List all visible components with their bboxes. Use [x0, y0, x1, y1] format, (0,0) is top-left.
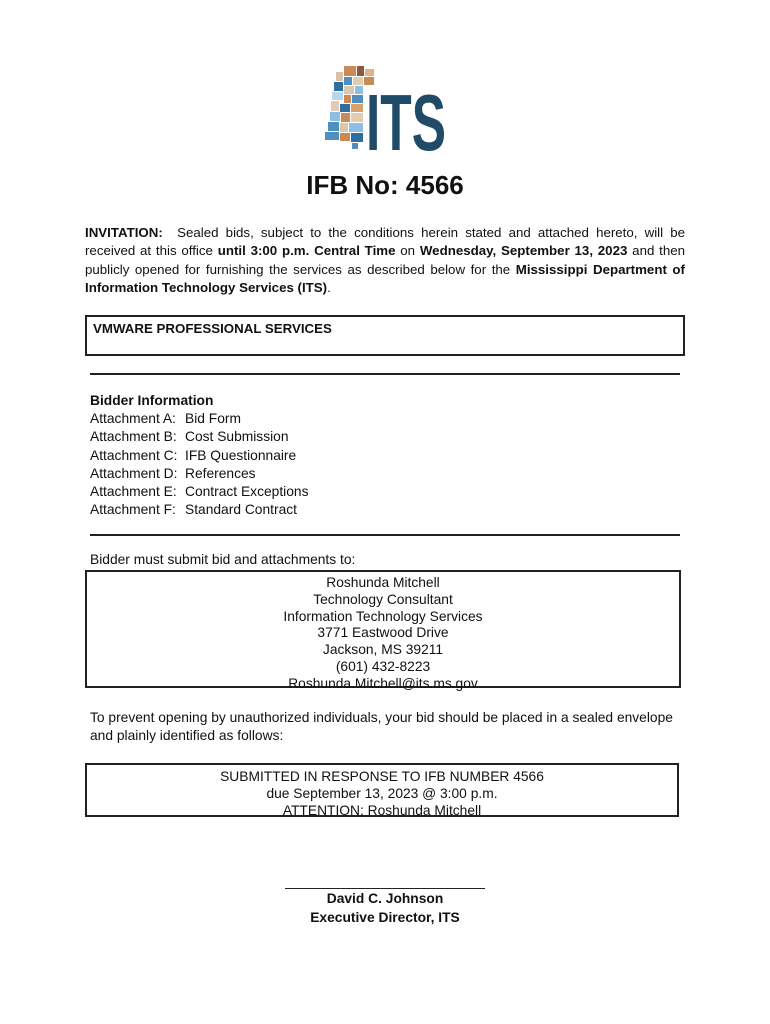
envelope-label-box [85, 763, 679, 817]
contact-city: Jackson, MS 39211 [322, 642, 444, 658]
invitation-date: Wednesday, September 13, 2023 [419, 243, 628, 259]
invitation-paragraph [85, 224, 685, 297]
attachment-item [90, 483, 308, 501]
contact-role: Technology Consultant [313, 591, 453, 607]
invitation-text-2: and then publicly opened for furnishing the services as described below for the [85, 243, 686, 277]
envelope-instructions: To prevent opening by unauthorized individuals, your bid should be placed in a sealed envelope and plainly identified as follows: [90, 710, 673, 744]
page-title: IFB No: 4566 [306, 170, 464, 200]
contact-phone: (601) 432-8223 [335, 658, 431, 674]
contact-name: Roshunda Mitchell [326, 575, 440, 590]
attachment-value: References [185, 465, 256, 481]
signature-block [0, 890, 770, 927]
attachment-item [90, 501, 308, 519]
its-logo [322, 64, 448, 167]
attachment-value: Bid Form [185, 411, 241, 427]
invitation-end: . [327, 279, 331, 295]
invitation-on: on [400, 243, 416, 259]
attachment-value: Cost Submission [185, 429, 289, 445]
signature-line [285, 888, 485, 889]
logo-text: ITS [366, 78, 446, 167]
contact-street: 3771 Eastwood Drive [317, 625, 449, 641]
contact-email: Roshunda.Mitchell@its.ms.gov [288, 675, 478, 691]
envelope-line-2: due September 13, 2023 @ 3:00 p.m. [266, 785, 498, 801]
envelope-line-3: ATTENTION: Roshunda Mitchell [282, 802, 482, 818]
attachment-item [90, 428, 308, 446]
signatory-title: Executive Director, ITS [310, 909, 460, 925]
attachment-label: Attachment B: [90, 429, 177, 445]
attachment-label: Attachment D: [90, 465, 178, 481]
divider-top [90, 373, 680, 375]
invitation-agency: Mississippi Department of Information Technology Services (ITS) [85, 261, 685, 295]
attachment-label: Attachment C: [90, 447, 178, 463]
attachment-label: Attachment E: [90, 484, 177, 500]
invitation-text-1: Sealed bids, subject to the conditions herein stated and attached hereto, will be received at this office [85, 225, 686, 259]
divider-bottom [90, 534, 680, 536]
attachment-item [90, 447, 308, 465]
attachment-item [90, 465, 308, 483]
attachment-list [90, 392, 308, 519]
attachment-label: Attachment F: [90, 502, 176, 518]
attachment-heading: Bidder Information [90, 393, 214, 408]
contact-org: Information Technology Services [283, 608, 483, 624]
attachment-label: Attachment A: [90, 411, 176, 427]
attachment-value: Standard Contract [185, 502, 297, 518]
service-title: VMWARE PROFESSIONAL SERVICES [93, 321, 332, 336]
attachment-item [90, 410, 308, 428]
signatory-name: David C. Johnson [326, 891, 444, 906]
invitation-label: INVITATION: [85, 225, 163, 240]
submit-to-label: Bidder must submit bid and attachments to: [90, 552, 356, 567]
contact-box [85, 570, 681, 691]
attachment-value: Contract Exceptions [185, 484, 309, 500]
invitation-deadline: until 3:00 p.m. Central Time [217, 243, 396, 259]
service-title-box [85, 315, 685, 356]
envelope-line-1: SUBMITTED IN RESPONSE TO IFB NUMBER 4566 [220, 769, 544, 784]
attachment-value: IFB Questionnaire [185, 447, 297, 463]
